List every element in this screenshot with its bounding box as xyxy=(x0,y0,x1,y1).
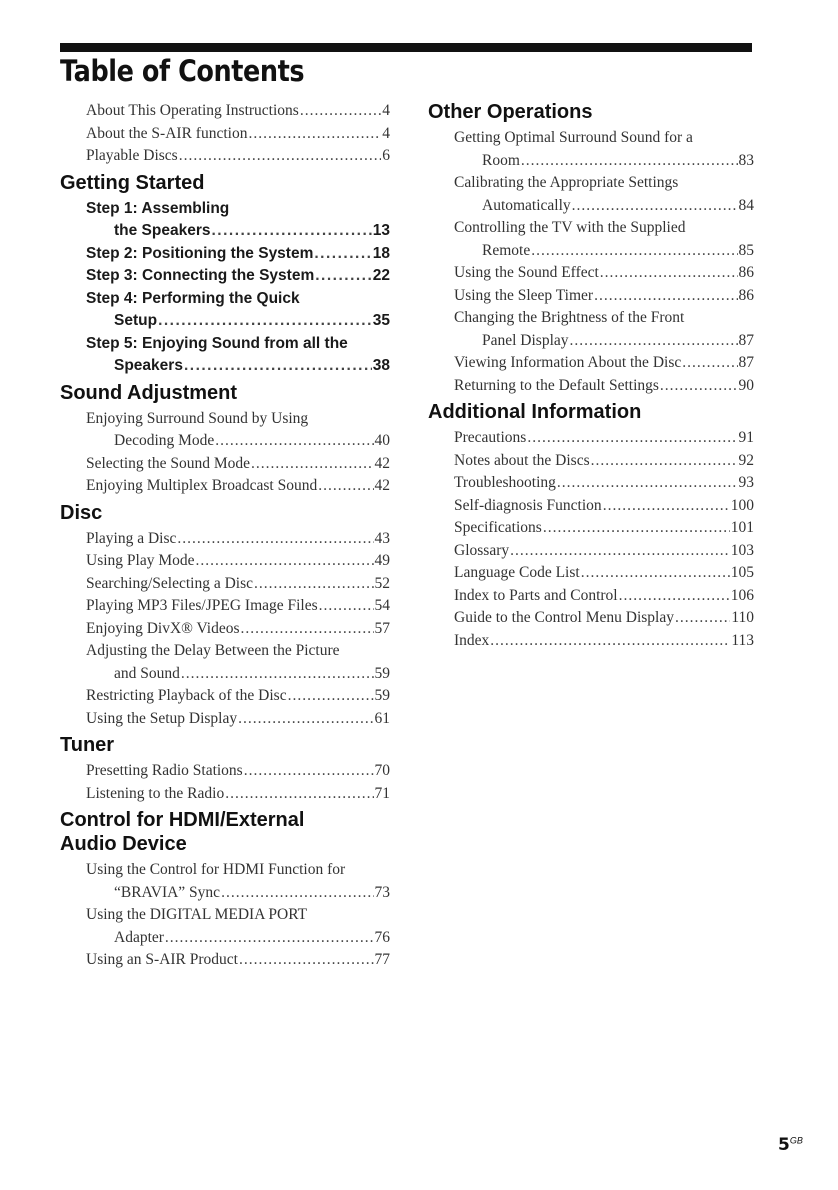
toc-entry xyxy=(454,472,754,495)
toc-entry-title: Automatically xyxy=(482,196,571,214)
toc-entry-line xyxy=(454,375,754,398)
toc-page-number: 18 xyxy=(372,244,390,262)
toc-entry-title: Index to Parts and Control xyxy=(454,586,618,604)
toc-entry-title: Using the Sound Effect xyxy=(454,264,599,281)
toc-entry-title: Speakers xyxy=(114,357,183,374)
toc-entry xyxy=(86,783,390,806)
toc-entry-title: Troubleshooting xyxy=(454,474,556,491)
toc-entry-title: Step 4: Performing the Quick xyxy=(86,289,300,307)
toc-entry-title: Using an S-AIR Product xyxy=(86,951,238,968)
dot-leader xyxy=(581,562,730,585)
toc-entry xyxy=(86,288,390,333)
toc-entry xyxy=(86,904,390,949)
toc-entry-line xyxy=(86,408,390,431)
toc-entry-line xyxy=(86,708,390,731)
toc-entry xyxy=(86,198,390,243)
toc-entry-title: Step 3: Connecting the System xyxy=(86,267,315,284)
toc-entry xyxy=(454,375,754,398)
dot-leader xyxy=(212,220,372,243)
toc-entry-line xyxy=(86,243,390,266)
toc-entry-line xyxy=(454,352,754,375)
toc-entry xyxy=(454,217,754,262)
toc-entry-title: Viewing Information About the Disc xyxy=(454,354,682,371)
toc-entry-line xyxy=(86,640,390,663)
dot-leader xyxy=(158,310,372,333)
dot-leader xyxy=(221,882,373,905)
header-rule xyxy=(60,43,752,52)
toc-entry xyxy=(86,708,390,731)
dot-leader xyxy=(238,708,373,731)
toc-entry-title: Using Play Mode xyxy=(86,552,195,569)
toc-page-number: 35 xyxy=(372,312,390,329)
toc-group-disc xyxy=(60,528,390,731)
toc-entry-line xyxy=(86,595,390,618)
toc-entry xyxy=(454,517,754,540)
toc-page-number: 93 xyxy=(738,474,754,491)
toc-entry-title: Playing a Disc xyxy=(86,529,177,547)
right-column xyxy=(428,100,754,652)
toc-entry-title: Playing MP3 Files/JPEG Image Files xyxy=(86,597,318,614)
toc-entry-line xyxy=(86,430,390,453)
toc-group-getting-started xyxy=(60,198,390,378)
toc-page-number: 54 xyxy=(374,597,390,614)
toc-entry-line xyxy=(86,355,390,378)
dot-leader xyxy=(225,783,373,806)
toc-entry-line xyxy=(454,607,754,630)
toc-entry-title: Panel Display xyxy=(482,331,569,349)
toc-entry-title: Setup xyxy=(114,312,158,329)
dot-leader xyxy=(248,123,381,146)
toc-entry-title: Enjoying DivX® Videos xyxy=(86,619,240,637)
toc-page-number: 59 xyxy=(374,664,390,682)
toc-entry-title: Step 1: Assembling xyxy=(86,199,230,217)
toc-entry xyxy=(86,243,390,266)
toc-entry-title: Using the Setup Display xyxy=(86,709,238,727)
dot-leader xyxy=(675,607,730,630)
dot-leader xyxy=(557,472,738,495)
toc-page-number: 76 xyxy=(374,928,390,946)
toc-entry-line xyxy=(454,307,754,330)
toc-entry-title: Notes about the Discs xyxy=(454,451,590,469)
toc-entry-line xyxy=(454,240,754,263)
toc-entry-title: Playable Discs xyxy=(86,147,178,164)
left-column xyxy=(60,100,390,972)
section-heading-control-hdmi xyxy=(60,808,390,856)
toc-entry-line xyxy=(454,427,754,450)
toc-entry-title: Enjoying Multiplex Broadcast Sound xyxy=(86,477,318,494)
dot-leader xyxy=(594,285,737,308)
toc-entry-title: Changing the Brightness of the Front xyxy=(454,309,685,326)
dot-leader xyxy=(619,585,730,608)
toc-entry xyxy=(454,262,754,285)
dot-leader xyxy=(531,240,737,263)
dot-leader xyxy=(254,573,373,596)
toc-page-number: 42 xyxy=(374,477,390,494)
toc-page-number: 77 xyxy=(374,951,390,968)
toc-entry-title: Searching/Selecting a Disc xyxy=(86,574,254,592)
dot-leader xyxy=(196,550,374,573)
toc-entry-line xyxy=(454,150,754,173)
toc-entry xyxy=(454,127,754,172)
toc-entry-line xyxy=(454,330,754,353)
toc-group-control-hdmi xyxy=(60,859,390,972)
toc-entry-line xyxy=(454,540,754,563)
toc-entry-title: Controlling the TV with the Supplied xyxy=(454,219,686,236)
toc-entry xyxy=(454,607,754,630)
toc-entry xyxy=(86,618,390,641)
toc-entry-line xyxy=(86,220,390,243)
toc-page-number: 100 xyxy=(730,496,754,514)
section-heading-getting-started: Getting Started xyxy=(60,171,205,194)
toc-page-number: 40 xyxy=(374,432,390,449)
toc-entry xyxy=(454,585,754,608)
toc-page-number: 49 xyxy=(374,552,390,569)
toc-page-number: 103 xyxy=(730,541,754,559)
toc-page-number: 101 xyxy=(730,519,754,536)
toc-page-number: 4 xyxy=(382,102,390,119)
toc-entry xyxy=(86,265,390,288)
toc-page-number: 6 xyxy=(382,147,390,164)
toc-page-number: 110 xyxy=(731,609,754,626)
toc-entry-line xyxy=(86,145,390,168)
toc-entry-line xyxy=(86,453,390,476)
toc-entry xyxy=(454,172,754,217)
toc-entry-title: Step 5: Enjoying Sound from all the xyxy=(86,334,348,352)
toc-page-number: 61 xyxy=(374,709,390,727)
toc-entry xyxy=(454,352,754,375)
toc-group-tuner xyxy=(60,760,390,805)
dot-leader xyxy=(251,453,373,476)
toc-page-number: 13 xyxy=(372,222,390,239)
dot-leader xyxy=(315,265,372,288)
toc-entry-line xyxy=(86,475,390,498)
toc-entry xyxy=(86,949,390,972)
toc-entry xyxy=(454,540,754,563)
toc-entry-title: Using the Sleep Timer xyxy=(454,286,594,304)
toc-page-number: 73 xyxy=(374,883,390,901)
toc-entry xyxy=(86,859,390,904)
toc-entry-line xyxy=(86,123,390,146)
toc-entry xyxy=(454,450,754,473)
toc-entry-line xyxy=(86,949,390,972)
toc-entry-title: About This Operating Instructions xyxy=(86,102,299,119)
dot-leader xyxy=(510,540,730,563)
toc-entry-line xyxy=(86,265,390,288)
section-heading-disc: Disc xyxy=(60,501,103,524)
toc-entry-title: Decoding Mode xyxy=(114,432,215,449)
toc-entry-line xyxy=(454,562,754,585)
page-number-suffix: GB xyxy=(789,1135,803,1146)
toc-entry-title: and Sound xyxy=(114,664,180,682)
toc-entry-line xyxy=(86,573,390,596)
toc-entry-line xyxy=(86,288,390,311)
toc-entry-title: “BRAVIA” Sync xyxy=(114,883,221,901)
dot-leader xyxy=(314,243,371,266)
toc-entry xyxy=(86,100,390,123)
toc-entry xyxy=(86,453,390,476)
toc-entry-title: Step 2: Positioning the System xyxy=(86,244,314,262)
dot-leader xyxy=(570,330,738,353)
dot-leader xyxy=(318,475,373,498)
toc-page-number: 84 xyxy=(738,196,754,214)
section-heading-additional-information: Additional Information xyxy=(428,401,642,423)
dot-leader xyxy=(288,685,374,708)
dot-leader xyxy=(244,760,374,783)
toc-entry xyxy=(86,528,390,551)
toc-entry-line xyxy=(86,859,390,882)
toc-page-number: 92 xyxy=(738,451,754,469)
toc-entry xyxy=(454,307,754,352)
toc-entry xyxy=(86,685,390,708)
toc-entry xyxy=(86,760,390,783)
section-heading-control-hdmi-line1: Control for HDMI/External xyxy=(60,809,305,831)
toc-entry xyxy=(86,408,390,453)
toc-page-number: 85 xyxy=(738,241,754,259)
toc-page-number: 70 xyxy=(374,762,390,779)
toc-entry xyxy=(86,595,390,618)
toc-entry xyxy=(86,123,390,146)
section-heading-control-hdmi-line2: Audio Device xyxy=(60,833,187,855)
toc-entry-line xyxy=(86,927,390,950)
toc-entry xyxy=(454,562,754,585)
toc-entry-title: Remote xyxy=(482,241,531,259)
toc-entry-line xyxy=(86,100,390,123)
toc-page-number: 87 xyxy=(738,354,754,371)
toc-entry-line xyxy=(454,450,754,473)
dot-leader xyxy=(179,145,382,168)
toc-page-number: 71 xyxy=(374,784,390,802)
toc-entry-line xyxy=(454,472,754,495)
page-number-value: 5 xyxy=(778,1135,790,1155)
toc-group-sound-adjustment xyxy=(60,408,390,498)
toc-entry-line xyxy=(86,550,390,573)
toc-entry-line xyxy=(86,310,390,333)
toc-page-number: 86 xyxy=(738,286,754,304)
toc-entry-title: Adapter xyxy=(114,928,164,946)
dot-leader xyxy=(603,495,730,518)
dot-leader xyxy=(239,949,374,972)
toc-entry xyxy=(86,550,390,573)
toc-entry-line xyxy=(454,262,754,285)
toc-entry xyxy=(454,427,754,450)
toc-page-number: 22 xyxy=(372,267,390,284)
toc-entry-title: Restricting Playback of the Disc xyxy=(86,687,287,704)
dot-leader xyxy=(527,427,737,450)
toc-page-number: 86 xyxy=(738,264,754,281)
toc-page-number: 83 xyxy=(738,151,754,169)
toc-entry-title: Self-diagnosis Function xyxy=(454,496,602,514)
toc-group-additional-information xyxy=(428,427,754,652)
toc-entry xyxy=(86,145,390,168)
toc-entry-title: Glossary xyxy=(454,541,510,559)
toc-group-other-operations xyxy=(428,127,754,397)
toc-page-number: 4 xyxy=(382,124,390,142)
toc-entry-line xyxy=(454,127,754,150)
toc-page-number: 42 xyxy=(374,454,390,472)
toc-entry-title: Calibrating the Appropriate Settings xyxy=(454,174,679,191)
dot-leader xyxy=(165,927,374,950)
toc-entry xyxy=(86,573,390,596)
toc-entry-title: Specifications xyxy=(454,519,542,536)
dot-leader xyxy=(591,450,738,473)
toc-entry-line xyxy=(454,285,754,308)
toc-entry-title: Presetting Radio Stations xyxy=(86,762,243,779)
toc-page-number: 52 xyxy=(374,574,390,592)
dot-leader xyxy=(521,150,738,173)
toc-page-number: 59 xyxy=(374,687,390,704)
dot-leader xyxy=(543,517,730,540)
toc-page-number: 91 xyxy=(738,429,754,446)
section-heading-tuner: Tuner xyxy=(60,734,115,756)
toc-entry-title: Precautions xyxy=(454,429,527,446)
toc-entry-line xyxy=(86,198,390,221)
toc-entry-title: Selecting the Sound Mode xyxy=(86,454,251,472)
toc-entry-line xyxy=(86,618,390,641)
toc-entry-line xyxy=(454,585,754,608)
toc-entry-line xyxy=(454,195,754,218)
toc-page-number: 90 xyxy=(738,376,754,394)
toc-entry-title: Adjusting the Delay Between the Picture xyxy=(86,642,340,659)
toc-page-number: 57 xyxy=(374,619,390,637)
toc-entry-title: Guide to the Control Menu Display xyxy=(454,609,674,626)
toc-entry-line xyxy=(454,172,754,195)
toc-entry-title: Index xyxy=(454,631,490,649)
toc-entry-title: the Speakers xyxy=(114,222,211,239)
toc-entry-line xyxy=(454,630,754,653)
dot-leader xyxy=(300,100,381,123)
toc-entry-title: Language Code List xyxy=(454,564,580,581)
toc-entry xyxy=(454,495,754,518)
toc-page-number: 105 xyxy=(730,564,754,581)
section-heading-other-operations: Other Operations xyxy=(428,101,593,123)
dot-leader xyxy=(241,618,374,641)
toc-entry xyxy=(86,640,390,685)
toc-entry xyxy=(86,475,390,498)
toc-entry-line xyxy=(454,217,754,240)
dot-leader xyxy=(177,528,373,551)
toc-entry-line xyxy=(86,528,390,551)
toc-entry-line xyxy=(454,517,754,540)
page-title: Table of Contents xyxy=(60,54,305,88)
toc-entry-title: Enjoying Surround Sound by Using xyxy=(86,409,309,427)
toc-entry-line xyxy=(86,663,390,686)
dot-leader xyxy=(660,375,738,398)
toc-page-number: 113 xyxy=(731,631,754,649)
toc-page-number: 87 xyxy=(738,331,754,349)
dot-leader xyxy=(181,663,374,686)
toc-entry-title: Returning to the Default Settings xyxy=(454,376,659,394)
dot-leader xyxy=(215,430,373,453)
dot-leader xyxy=(490,630,730,653)
toc-entry xyxy=(86,333,390,378)
dot-leader xyxy=(572,195,738,218)
toc-entry-title: Using the DIGITAL MEDIA PORT xyxy=(86,906,308,923)
toc-entry-line xyxy=(86,904,390,927)
toc-entry-title: Getting Optimal Surround Sound for a xyxy=(454,129,693,146)
page-number xyxy=(778,1135,803,1155)
dot-leader xyxy=(319,595,374,618)
toc-entry-line xyxy=(86,685,390,708)
toc-entry-title: Room xyxy=(482,151,520,169)
toc-entry-line xyxy=(86,882,390,905)
dot-leader xyxy=(682,352,737,375)
toc-entry xyxy=(454,285,754,308)
toc-page-number: 43 xyxy=(374,529,390,547)
toc-entry-title: About the S-AIR function xyxy=(86,124,248,142)
toc-entry-line xyxy=(86,760,390,783)
dot-leader xyxy=(184,355,372,378)
toc-entry-title: Listening to the Radio xyxy=(86,784,225,802)
toc-entry xyxy=(454,630,754,653)
toc-entry-line xyxy=(454,495,754,518)
dot-leader xyxy=(600,262,738,285)
toc-page-number: 38 xyxy=(372,357,390,374)
toc-entry-line xyxy=(86,783,390,806)
toc-group-intro xyxy=(60,100,390,168)
toc-entry-line xyxy=(86,333,390,356)
toc-entry-title: Using the Control for HDMI Function for xyxy=(86,861,346,878)
toc-page-number: 106 xyxy=(730,586,754,604)
section-heading-sound-adjustment: Sound Adjustment xyxy=(60,381,238,404)
